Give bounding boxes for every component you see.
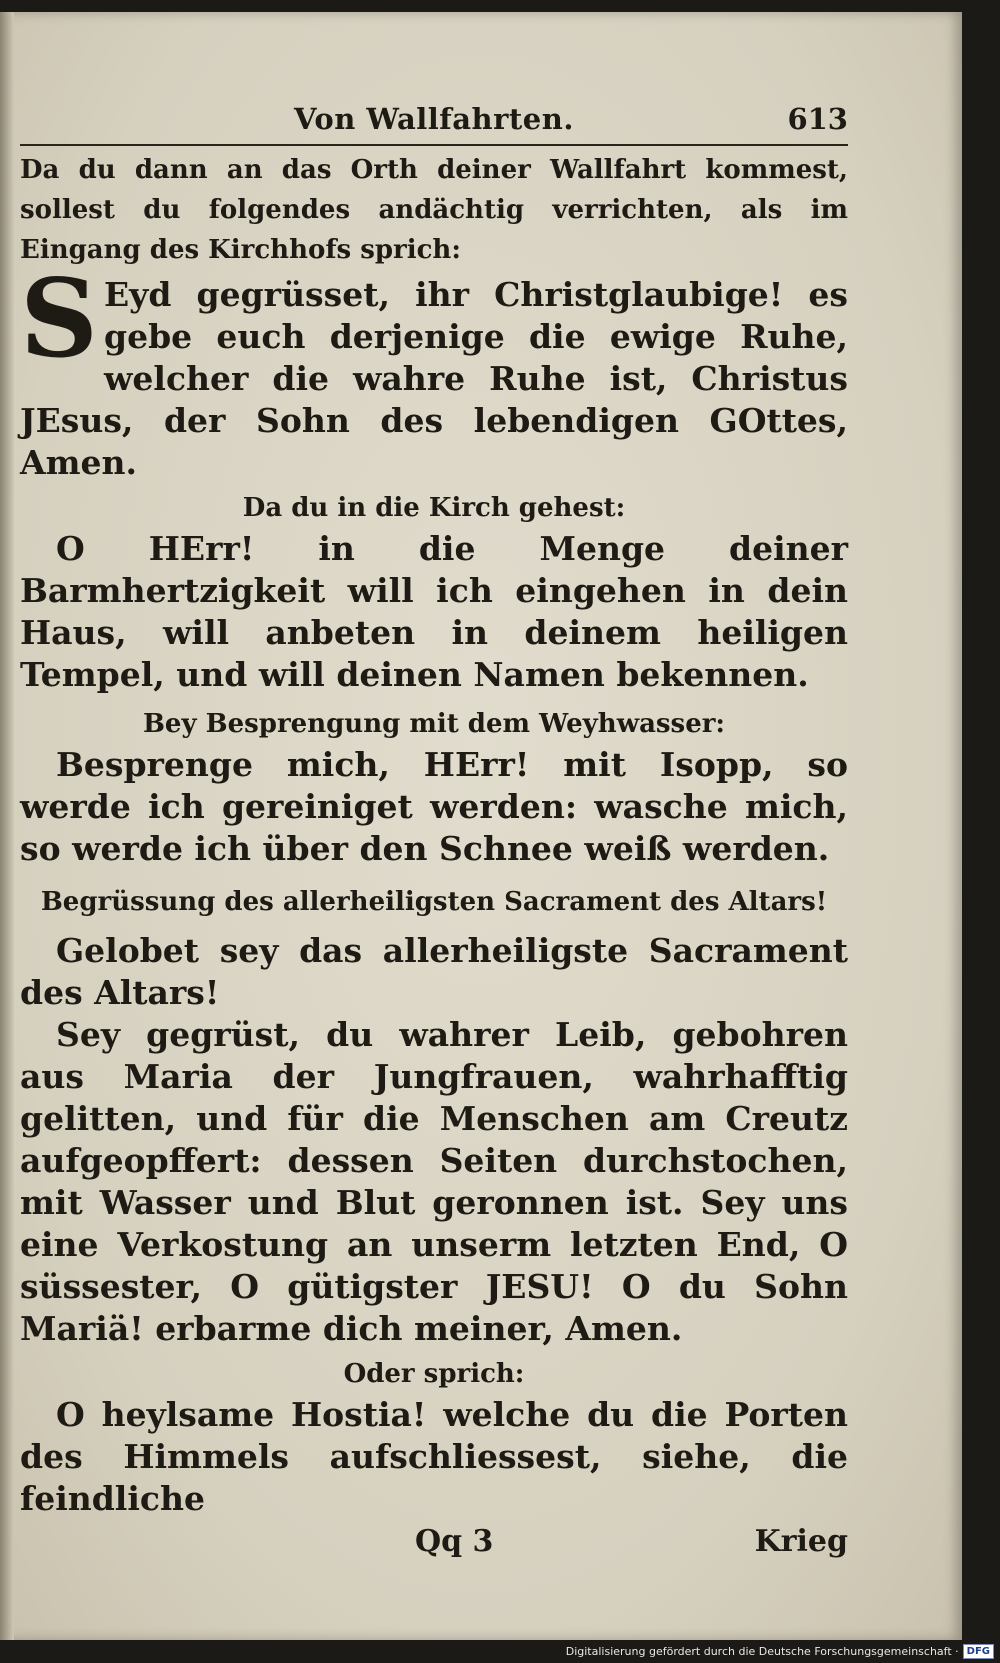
alternative-prayer: O heylsame Hostia! welche du die Porten des Himmels aufschliessest, siehe, die feindliche: [20, 1395, 848, 1518]
intro-paragraph: Da du dann an das Orth deiner Wallfahrt kommest, sollest du folgendes andächtig verrichten, als im Eingang des Kirchhofs sprich:: [20, 155, 848, 265]
running-title: Von Wallfahrten.: [294, 102, 574, 136]
sacrament-praise: Gelobet sey das allerheiligste Sacrament des Altars!: [20, 931, 848, 1012]
alternative-heading: Oder sprich:: [343, 1359, 525, 1389]
greeting-paragraph: [20, 256, 848, 484]
holy-water-heading: Bey Besprengung mit dem Weyhwasser:: [142, 709, 726, 739]
sacrament-prayer: Sey gegrüst, du wahrer Leib, gebohren aus Maria der Jungfrauen, wahrhafftig gelitten, und für die Menschen am Creutz aufgeopffert: dessen Seiten durchstochen, mit Wasser und Blut geronnen ist. Sey uns eine Verkostung an unserm letzten End, O süssester, O gütigster JESU! O du Sohn Mariä! erbarme dich meiner, Amen.: [20, 1015, 848, 1348]
catchword: Krieg: [754, 1524, 848, 1559]
drop-capital: S: [20, 256, 98, 382]
church-heading: Da du in die Kirch gehest:: [242, 493, 626, 523]
signature-line: [20, 1524, 848, 1568]
credit-text: Digitalisierung gefördert durch die Deutsche Forschungsgemeinschaft ·: [565, 1645, 959, 1658]
holy-water-prayer: Besprenge mich, HErr! mit Isopp, so werde ich gereiniget werden: wasche mich, so werde ich über den Schnee weiß werden.: [20, 745, 848, 868]
page-gutter: [0, 12, 14, 1640]
dfg-logo: DFG: [963, 1644, 994, 1659]
greeting-text: Eyd gegrüsset, ihr Christglaubige! es gebe euch derjenige die ewige Ruhe, welcher die wahre Ruhe ist, Christus JEsus, der Sohn des lebendigen GOttes, Amen.: [20, 275, 848, 482]
page-number: 613: [787, 102, 848, 136]
running-header: [20, 100, 848, 146]
church-prayer: O HErr! in die Menge deiner Barmhertzigkeit will ich eingehen in dein Haus, will anbeten in deinem heiligen Tempel, und will deinen Namen bekennen.: [20, 529, 848, 694]
signature-mark: Qq 3: [415, 1524, 494, 1559]
digitization-credit: [566, 1644, 994, 1659]
text-column: [20, 100, 848, 1568]
sacrament-heading: Begrüssung des allerheiligsten Sacrament des Altars!: [40, 887, 828, 917]
